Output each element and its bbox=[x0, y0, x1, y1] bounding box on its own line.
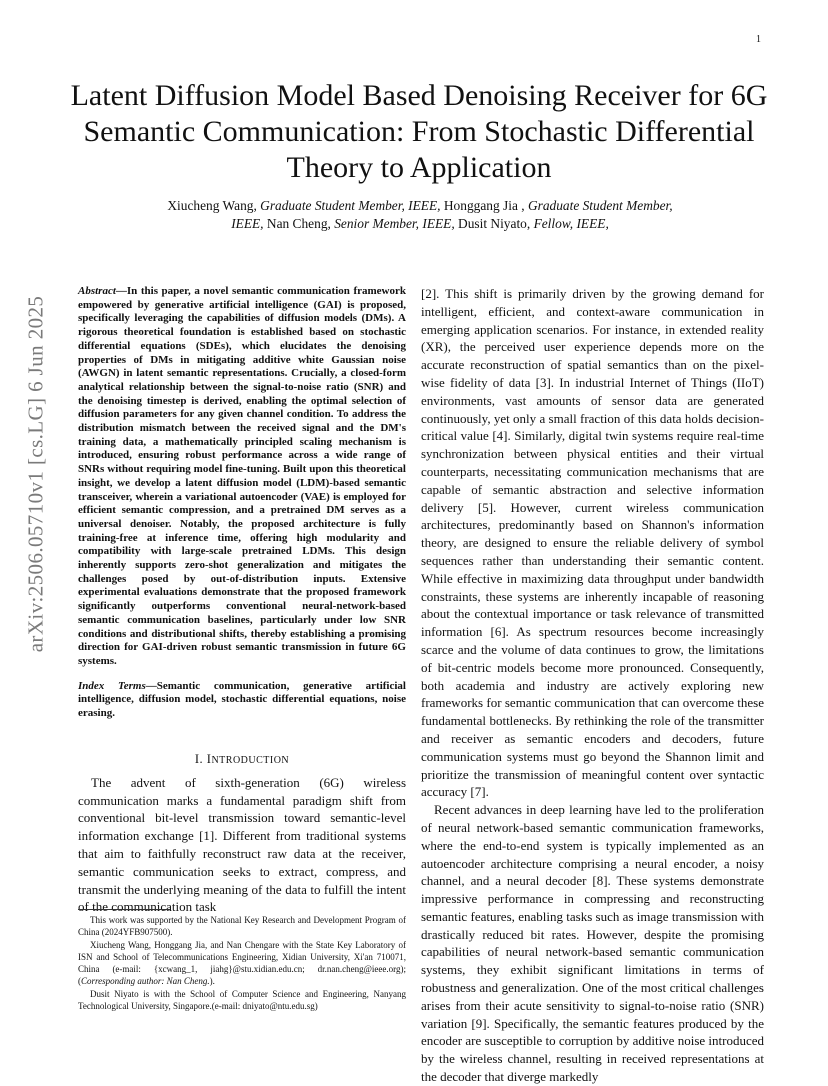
right-column bbox=[421, 285, 764, 1086]
left-column bbox=[78, 285, 406, 916]
index-terms bbox=[78, 680, 406, 721]
footnote-affiliation bbox=[78, 939, 406, 988]
section-title-smallcaps: NTRODUCTION bbox=[211, 754, 290, 766]
abstract-label: Abstract bbox=[78, 285, 116, 297]
body-paragraph-continued: [2]. This shift is primarily driven by the growing demand for intelligent, efficient, and context-aware communication in emerging application scenarios. For instance, in extended reality (XR), the perceived user experience depends more on the accurate reconstruction of spatial semantics than on the pixel-wise fidelity of data [3]. In industrial Internet of Things (IIoT) environments, vast amounts of sensor data are generated continuously, yet only a small fraction of this data holds decision-critical value [4]. Similarly, digital twin systems require real-time synchronization between physical entities and their virtual counterparts, necessitating communication mechanisms that are capable of semantic abstraction and selective information delivery [5]. However, current wireless communication architectures, predominantly based on Shannon's information theory, are designed to ensure the reliable delivery of symbol sequences rather than understanding their semantic content. While effective in maximizing data throughput under bandwidth constraints, these systems are inherently incapable of reasoning about the contextual importance or task relevance of transmitted information [6]. As spectrum resources become increasingly scarce and the volume of data continues to grow, the limitations of bit-centric models become more pronounced. Consequently, both academia and industry are actively exploring new frameworks for semantic communication that can overcome these fundamental bottlenecks. By rethinking the role of the transmitter and receiver as semantic encoders and decoders, future communication systems must go beyond the Shannon limit and prioritize the transmission of meaningful content over syntactic accuracy [7]. bbox=[421, 286, 764, 800]
arxiv-identifier-stamp: arXiv:2506.05710v1 [cs.LG] 6 Jun 2025 bbox=[23, 295, 48, 653]
paper-title: Latent Diffusion Model Based Denoising Receiver for 6G Semantic Communication: From Stochastic Differential Theory to Application bbox=[70, 79, 768, 184]
footnote-corresponding-author: Corresponding author: Nan Cheng. bbox=[81, 976, 210, 987]
index-terms-text: —Semantic communication, generative artificial intelligence, diffusion model, stochastic differential equations, noise erasing. bbox=[78, 679, 406, 720]
section-heading-introduction bbox=[78, 752, 406, 767]
author-membership: Fellow, IEEE, bbox=[533, 216, 609, 231]
footnote-funding: This work was supported by the National Key Research and Development Program of China (2024YFB907500). bbox=[78, 915, 406, 938]
footnotes bbox=[78, 914, 406, 1012]
section-title-initial: I bbox=[206, 751, 212, 766]
footnote-affiliation-2: Dusit Niyato is with the School of Computer Science and Engineering, Nanyang Technological University, Singapore.(e-mail: dniyato@ntu.edu.sg) bbox=[78, 988, 406, 1012]
abstract bbox=[78, 285, 406, 669]
section-numeral: I. bbox=[194, 751, 207, 766]
index-terms-label: Index Terms bbox=[78, 679, 146, 692]
intro-paragraph-1: The advent of sixth-generation (6G) wireless communication marks a fundamental paradigm shift from conventional bit-level transmission toward semantic-level information exchange [1]. Different from traditional systems that aim to faithfully reconstruct raw data at the receiver, semantic communication seeks to extract, compress, and transmit the underlying meaning of the data to fulfill the intent of the communication task bbox=[78, 774, 406, 915]
body-paragraph-2: Recent advances in deep learning have led to the proliferation of neural network-based semantic communication frameworks, where the end-to-end system is typically implemented as an autoencoder architecture comprising a neural encoder, a noisy channel, and a neural decoder [8]. These systems demonstrate impressive performance in compressing and reconstructing semantic features, enabling tasks such as image transmission with drastically reduced bit rates. However, despite the promising capabilities of neural network-based semantic communication systems, they exhibit significant limitations in terms of robustness and generalization. One of the most critical challenges arises from their acute sensitivity to signal-to-noise ratio (SNR) variation [9]. Specifically, the semantic features produced by the encoder are susceptible to corruption by additive noise introduced by the wireless channel, resulting in received representations at the decoder that diverge markedly bbox=[421, 802, 764, 1085]
author-membership: Senior Member, IEEE, bbox=[334, 216, 455, 231]
page-number: 1 bbox=[756, 34, 761, 45]
author-list bbox=[150, 197, 690, 233]
footnote-affiliation-end: ). bbox=[209, 976, 215, 987]
author-name: Honggang Jia , bbox=[440, 198, 528, 213]
author-name: Nan Cheng, bbox=[263, 216, 335, 231]
footnote-divider bbox=[78, 909, 170, 910]
author-membership: Graduate Student Member, IEEE, bbox=[231, 198, 673, 231]
abstract-text: —In this paper, a novel semantic communication framework empowered by generative artificial intelligence (GAI) is proposed, specifically leveraging the capabilities of diffusion models (DMs). A rigorous theoretical foundation is established based on stochastic differential equations (SDEs), which elucidates the denoising properties of DMs in mitigating additive white Gaussian noise (AWGN) in latent semantic representations. Crucially, a closed-form analytical relationship between the signal-to-noise ratio (SNR) and the denoising timestep is derived, enabling the optimal selection of diffusion parameters for any given channel condition. To address the distribution mismatch between the received signal and the DM's training data, a mathematically principled scaling mechanism is introduced, ensuring robust performance across a wide range of SNRs without requiring model fine-tuning. Built upon this theoretical insight, we develop a latent diffusion model (LDM)-based semantic transceiver, wherein a variational autoencoder (VAE) is employed for efficient semantic compression, and a pretrained DM serves as a universal denoiser. Notably, the proposed architecture is fully training-free at inference time, offering high modularity and compatibility with large-scale pretrained LDMs. This design inherently supports zero-shot generalization and mitigates the challenges posed by out-of-distribution inputs. Extensive experimental evaluations demonstrate that the proposed framework significantly outperforms conventional neural-network-based semantic communication baselines, particularly under low SNR conditions and distributional shifts, thereby establishing a promising direction for GAI-driven robust semantic transmission in future 6G systems. bbox=[78, 285, 406, 667]
author-name: Dusit Niyato, bbox=[454, 216, 534, 231]
author-membership: Graduate Student Member, IEEE, bbox=[260, 198, 441, 213]
footnote-affiliation-text: Xiucheng Wang, Honggang Jia, and Nan Chengare with the State Key Laboratory of ISN and School of Telecommunications Engineering, Xidian University, Xi'an 710071, China (e-mail: {xcwang_1, jiahg}@stu.xidian.edu.cn; dr.nan.cheng@ieee.org);( bbox=[78, 939, 406, 987]
author-name: Xiucheng Wang, bbox=[167, 198, 261, 213]
